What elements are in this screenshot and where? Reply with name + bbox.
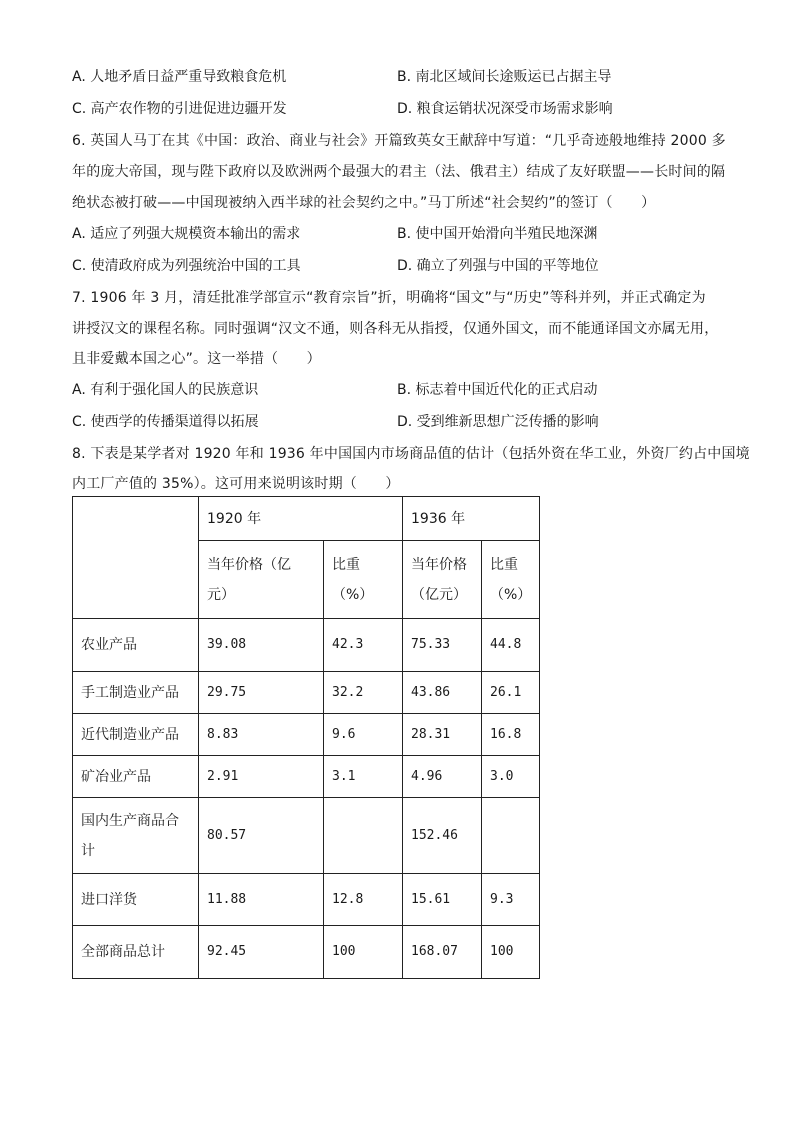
table-row bbox=[73, 926, 540, 979]
q7-stem-line2: 讲授汉文的课程名称。同时强调“汉文不通，则各科无从指授，仅通外国文，而不能通译国文亦属无用， bbox=[72, 321, 719, 337]
value-1920: 80.57 bbox=[199, 798, 324, 874]
value-1920: 2.91 bbox=[199, 756, 324, 798]
q6-option-a: A. 适应了列强大规模资本输出的需求 bbox=[72, 226, 301, 242]
q6-stem-line1: 6. 英国人马丁在其《中国：政治、商业与社会》开篇致英女王献辞中写道：“几乎奇迹般地维持 2000 多 bbox=[72, 133, 726, 149]
share-1920: 100 bbox=[324, 926, 403, 979]
share-1936: 9.3 bbox=[482, 874, 540, 926]
q6-option-d: D. 确立了列强与中国的平等地位 bbox=[397, 258, 599, 274]
q5-option-b: B. 南北区域间长途贩运已占据主导 bbox=[397, 69, 612, 85]
share-1936: 100 bbox=[482, 926, 540, 979]
price-1936-header bbox=[403, 541, 482, 619]
share-1920: 9.6 bbox=[324, 714, 403, 756]
q7-option-a: A. 有利于强化国人的民族意识 bbox=[72, 382, 259, 398]
table-row bbox=[73, 714, 540, 756]
row-label: 全部商品总计 bbox=[73, 926, 199, 979]
row-label: 进口洋货 bbox=[73, 874, 199, 926]
q8-stem-line2: 内工厂产值的 35%）。这可用来说明该时期（ ） bbox=[72, 476, 400, 492]
table-corner-cell bbox=[73, 497, 199, 619]
value-1936: 75.33 bbox=[403, 619, 482, 672]
q7-stem-line3: 且非爱戴本国之心”。这一举措（ ） bbox=[72, 351, 321, 367]
q7-option-c: C. 使西学的传播渠道得以拓展 bbox=[72, 414, 259, 430]
value-1936: 15.61 bbox=[403, 874, 482, 926]
price-1920-header-a: 当年价格（亿 bbox=[207, 556, 291, 573]
market-value-table bbox=[72, 496, 540, 979]
q8-stem-line1: 8. 下表是某学者对 1920 年和 1936 年中国国内市场商品值的估计（包括外资在华工业，外资厂约占中国境 bbox=[72, 446, 750, 462]
value-1936: 43.86 bbox=[403, 672, 482, 714]
table-row bbox=[73, 672, 540, 714]
value-1936: 168.07 bbox=[403, 926, 482, 979]
share-1920: 3.1 bbox=[324, 756, 403, 798]
q5-option-d: D. 粮食运销状况深受市场需求影响 bbox=[397, 101, 613, 117]
q6-stem-line2: 年的庞大帝国，现与陛下政府以及欧洲两个最强大的君主（法、俄君主）结成了友好联盟——长时间的隔 bbox=[72, 164, 726, 180]
value-1920: 8.83 bbox=[199, 714, 324, 756]
share-1920: 32.2 bbox=[324, 672, 403, 714]
row-label-b: 计 bbox=[81, 842, 95, 859]
year-1920-header: 1920 年 bbox=[199, 497, 403, 541]
share-1936-header-b: （%） bbox=[490, 586, 532, 603]
value-1920: 92.45 bbox=[199, 926, 324, 979]
share-1936-header-a: 比重 bbox=[490, 556, 518, 573]
value-1936: 28.31 bbox=[403, 714, 482, 756]
price-1936-header-a: 当年价格 bbox=[411, 556, 467, 573]
q7-option-b: B. 标志着中国近代化的正式启动 bbox=[397, 382, 598, 398]
q7-option-d: D. 受到维新思想广泛传播的影响 bbox=[397, 414, 599, 430]
share-1936: 16.8 bbox=[482, 714, 540, 756]
share-1936 bbox=[482, 798, 540, 874]
share-1936: 26.1 bbox=[482, 672, 540, 714]
value-1920: 39.08 bbox=[199, 619, 324, 672]
share-1920: 12.8 bbox=[324, 874, 403, 926]
share-1936-header bbox=[482, 541, 540, 619]
table-header-row bbox=[73, 497, 540, 541]
row-label: 手工制造业产品 bbox=[73, 672, 199, 714]
price-1920-header bbox=[199, 541, 324, 619]
row-label-a: 国内生产商品合 bbox=[81, 812, 179, 829]
value-1920: 11.88 bbox=[199, 874, 324, 926]
row-label: 矿冶业产品 bbox=[73, 756, 199, 798]
value-1920: 29.75 bbox=[199, 672, 324, 714]
share-1920-header bbox=[324, 541, 403, 619]
q6-stem-line3: 绝状态被打破——中国现被纳入西半球的社会契约之中。”马丁所述“社会契约”的签订（ ） bbox=[72, 195, 656, 211]
table-row bbox=[73, 756, 540, 798]
table-row bbox=[73, 874, 540, 926]
row-label: 农业产品 bbox=[73, 619, 199, 672]
q6-option-b: B. 使中国开始滑向半殖民地深渊 bbox=[397, 226, 598, 242]
value-1936: 4.96 bbox=[403, 756, 482, 798]
share-1920-header-b: （%） bbox=[332, 586, 374, 603]
row-label bbox=[73, 798, 199, 874]
row-label: 近代制造业产品 bbox=[73, 714, 199, 756]
q5-option-a: A. 人地矛盾日益严重导致粮食危机 bbox=[72, 69, 287, 85]
share-1920 bbox=[324, 798, 403, 874]
table-row bbox=[73, 619, 540, 672]
share-1936: 44.8 bbox=[482, 619, 540, 672]
share-1920: 42.3 bbox=[324, 619, 403, 672]
value-1936: 152.46 bbox=[403, 798, 482, 874]
year-1936-header: 1936 年 bbox=[403, 497, 540, 541]
share-1936: 3.0 bbox=[482, 756, 540, 798]
price-1920-header-b: 元） bbox=[207, 586, 235, 603]
q5-option-c: C. 高产农作物的引进促进边疆开发 bbox=[72, 101, 287, 117]
q7-stem-line1: 7. 1906 年 3 月，清廷批准学部宣示“教育宗旨”折，明确将“国文”与“历史”等科并列，并正式确定为 bbox=[72, 290, 706, 306]
share-1920-header-a: 比重 bbox=[332, 556, 360, 573]
q6-option-c: C. 使清政府成为列强统治中国的工具 bbox=[72, 258, 301, 274]
table-row bbox=[73, 798, 540, 874]
price-1936-header-b: （亿元） bbox=[411, 586, 467, 603]
